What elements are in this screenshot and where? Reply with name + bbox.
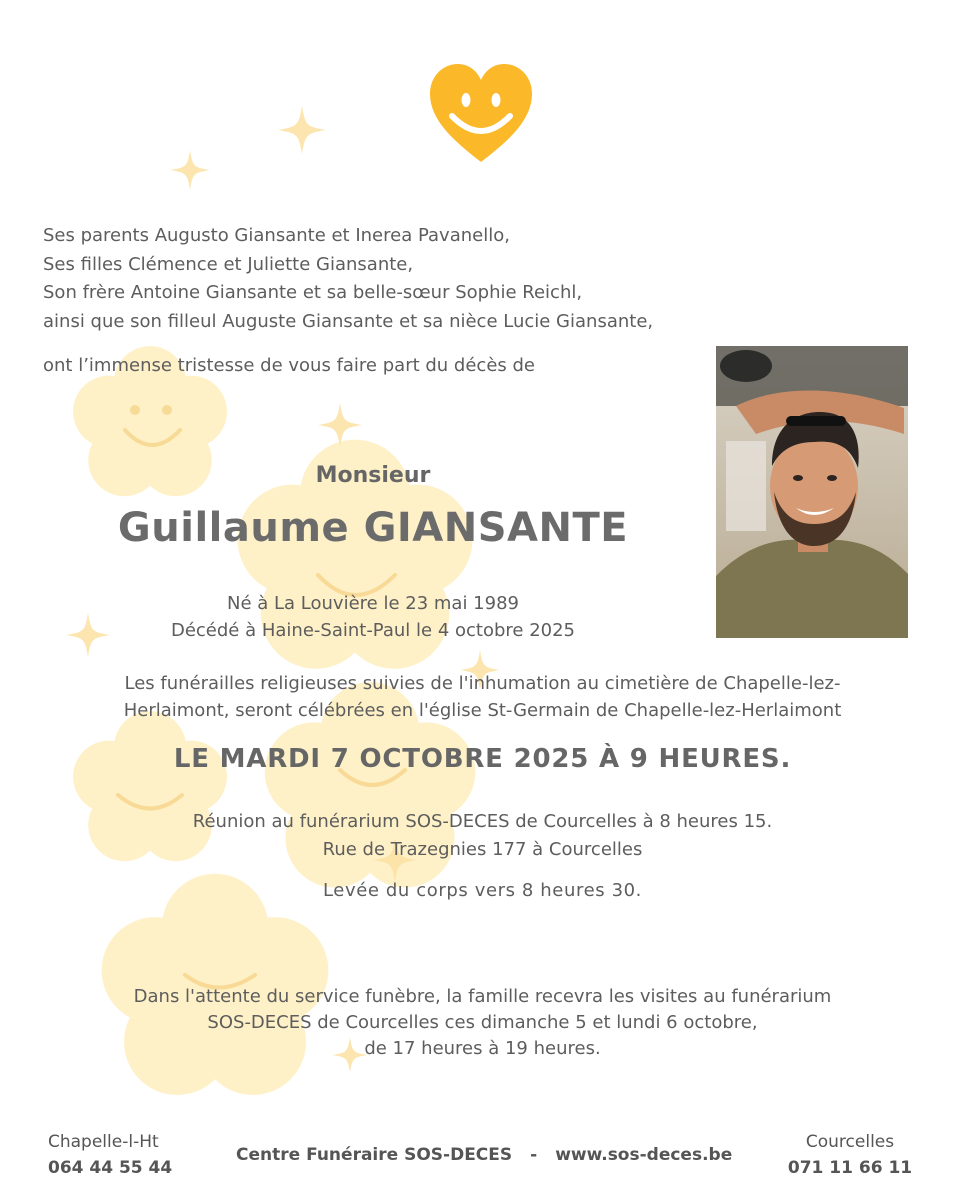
funeral-home-name: Centre Funéraire SOS-DECES bbox=[236, 1145, 513, 1165]
footer-phone-right[interactable]: 071 11 66 11 bbox=[787, 1158, 913, 1178]
levee-info: Levée du corps vers 8 heures 30. bbox=[323, 880, 642, 901]
sparkle-shape bbox=[278, 106, 326, 154]
meeting-info bbox=[40, 808, 925, 864]
life-dates bbox=[100, 590, 646, 644]
footer-left-contact bbox=[48, 1132, 178, 1178]
family-line: Ses filles Clémence et Juliette Giansante, bbox=[43, 253, 414, 275]
funeral-line: Herlaimont, seront célébrées en l'église St-Germain de Chapelle-lez-Herlaimont bbox=[123, 700, 842, 721]
family-list bbox=[43, 222, 653, 336]
footer-phone-left[interactable]: 064 44 55 44 bbox=[48, 1158, 173, 1178]
footer-city-right: Courcelles bbox=[805, 1132, 895, 1152]
death-line: Décédé à Haine-Saint-Paul le 4 octobre 2025 bbox=[170, 620, 576, 641]
visits-line: de 17 heures à 19 heures. bbox=[364, 1038, 601, 1059]
portrait-photo bbox=[716, 346, 908, 638]
birth-line: Né à La Louvière le 23 mai 1989 bbox=[227, 593, 519, 614]
family-line: Son frère Antoine Giansante et sa belle-sœur Sophie Reichl, bbox=[43, 282, 583, 303]
flower-eye bbox=[164, 407, 170, 413]
footer-right-contact bbox=[780, 1132, 920, 1178]
flower-eye bbox=[132, 407, 138, 413]
funeral-description bbox=[40, 670, 925, 724]
footer-separator: - bbox=[530, 1145, 538, 1165]
announcement-intro: ont l’immense tristesse de vous faire part du décès de bbox=[43, 355, 535, 376]
website-link[interactable]: www.sos-deces.be bbox=[555, 1145, 733, 1165]
funeral-date: LE MARDI 7 OCTOBRE 2025 À 9 HEURES. bbox=[173, 744, 792, 774]
sparkle-shape bbox=[170, 150, 210, 190]
visits-info bbox=[40, 984, 925, 1062]
funeral-line: Les funérailles religieuses suivies de l'inhumation au cimetière de Chapelle-lez- bbox=[124, 673, 841, 694]
footer-center bbox=[236, 1145, 736, 1165]
smiling-heart-icon bbox=[428, 62, 534, 168]
visits-line: Dans l'attente du service funèbre, la famille recevra les visites au funérarium bbox=[133, 986, 832, 1007]
family-line: ainsi que son filleul Auguste Giansante et sa nièce Lucie Giansante, bbox=[43, 310, 654, 332]
family-line: Ses parents Augusto Giansante et Inerea Pavanello, bbox=[43, 225, 510, 246]
footer-city-left: Chapelle-l-Ht bbox=[48, 1132, 159, 1152]
meeting-address: Rue de Trazegnies 177 à Courcelles bbox=[322, 839, 643, 860]
deceased-name: Guillaume GIANSANTE bbox=[117, 505, 629, 551]
honorific: Monsieur bbox=[315, 463, 431, 488]
meeting-line: Réunion au funérarium SOS-DECES de Courcelles à 8 heures 15. bbox=[192, 811, 773, 832]
visits-line: SOS-DECES de Courcelles ces dimanche 5 et lundi 6 octobre, bbox=[207, 1012, 758, 1033]
